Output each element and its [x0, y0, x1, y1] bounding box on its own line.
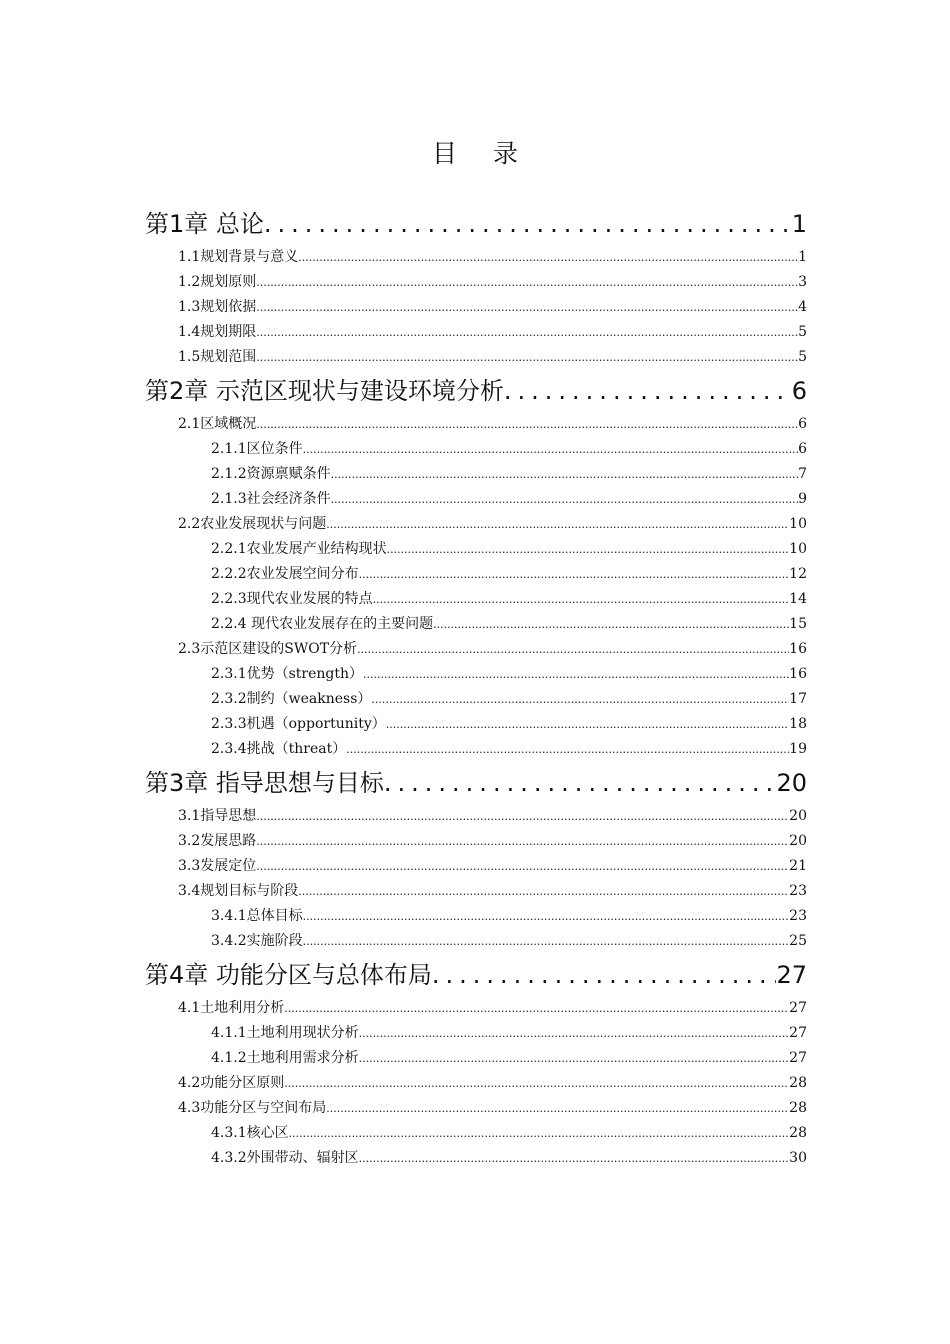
- toc-section-page: 17: [789, 691, 807, 707]
- toc-section-page: 28: [789, 1125, 807, 1141]
- table-of-contents: [145, 203, 807, 1171]
- toc-section[interactable]: [145, 737, 807, 762]
- toc-chapter-2[interactable]: [145, 370, 807, 412]
- toc-section[interactable]: [145, 320, 807, 345]
- toc-section[interactable]: [145, 587, 807, 612]
- toc-leader-dots: [289, 1121, 790, 1146]
- toc-section-label: 2.2.4 现代农业发展存在的主要问题: [211, 616, 434, 632]
- toc-leader-dots: [303, 904, 790, 929]
- toc-leader-dots: [264, 203, 792, 245]
- toc-leader-dots: [256, 829, 789, 854]
- toc-leader-dots: [359, 1021, 790, 1046]
- toc-section-page: 20: [789, 833, 807, 849]
- toc-section[interactable]: [145, 537, 807, 562]
- toc-chapter-page: 27: [776, 961, 807, 989]
- toc-section[interactable]: [145, 345, 807, 370]
- toc-leader-dots: [284, 996, 789, 1021]
- toc-section-label: 3.4.1总体目标: [211, 908, 303, 924]
- toc-section-page: 30: [789, 1150, 807, 1166]
- toc-section-label: 1.1规划背景与意义: [178, 249, 299, 265]
- toc-section[interactable]: [145, 1071, 807, 1096]
- toc-leader-dots: [384, 762, 777, 804]
- toc-leader-dots: [433, 612, 789, 637]
- toc-chapter-page: 20: [776, 769, 807, 797]
- toc-section[interactable]: [145, 412, 807, 437]
- toc-section[interactable]: [145, 270, 807, 295]
- toc-section-label: 4.3功能分区与空间布局: [178, 1100, 327, 1116]
- toc-section-page: 7: [798, 466, 807, 482]
- toc-section[interactable]: [145, 996, 807, 1021]
- toc-leader-dots: [256, 270, 798, 295]
- toc-section-label: 2.1.2资源禀赋条件: [211, 466, 331, 482]
- toc-leader-dots: [256, 854, 789, 879]
- toc-section-label: 3.4规划目标与阶段: [178, 883, 299, 899]
- toc-section[interactable]: [145, 904, 807, 929]
- toc-chapter-label: 第1章 总论: [145, 210, 264, 238]
- toc-leader-dots: [284, 1071, 789, 1096]
- toc-section-label: 2.3.3机遇（opportunity）: [211, 716, 386, 732]
- toc-leader-dots: [373, 587, 790, 612]
- toc-leader-dots: [256, 804, 789, 829]
- toc-section-label: 3.1指导思想: [178, 808, 257, 824]
- toc-section[interactable]: [145, 1146, 807, 1171]
- toc-section-label: 2.3.2制约（weakness）: [211, 691, 372, 707]
- toc-section-page: 19: [789, 741, 807, 757]
- toc-section[interactable]: [145, 687, 807, 712]
- toc-leader-dots: [326, 512, 789, 537]
- toc-section-label: 3.2发展思路: [178, 833, 257, 849]
- toc-section-page: 23: [789, 883, 807, 899]
- toc-leader-dots: [359, 562, 790, 587]
- toc-chapter-4[interactable]: [145, 954, 807, 996]
- toc-chapter-label: 第2章 示范区现状与建设环境分析: [145, 377, 504, 405]
- toc-section-label: 4.1土地利用分析: [178, 1000, 285, 1016]
- toc-section-page: 5: [798, 349, 807, 365]
- toc-section[interactable]: [145, 295, 807, 320]
- toc-section[interactable]: [145, 562, 807, 587]
- toc-leader-dots: [331, 487, 798, 512]
- toc-section[interactable]: [145, 612, 807, 637]
- toc-section-page: 15: [789, 616, 807, 632]
- toc-leader-dots: [298, 245, 798, 270]
- toc-section-page: 6: [798, 416, 807, 432]
- toc-section-label: 2.2.2农业发展空间分布: [211, 566, 359, 582]
- toc-section[interactable]: [145, 929, 807, 954]
- toc-chapter-label: 第3章 指导思想与目标: [145, 769, 384, 797]
- toc-section[interactable]: [145, 1121, 807, 1146]
- toc-leader-dots: [432, 954, 777, 996]
- toc-section[interactable]: [145, 1021, 807, 1046]
- toc-section-label: 2.2.3现代农业发展的特点: [211, 591, 373, 607]
- toc-section-label: 4.3.2外围带动、辐射区: [211, 1150, 359, 1166]
- toc-section[interactable]: [145, 712, 807, 737]
- toc-section-page: 6: [798, 441, 807, 457]
- toc-section-label: 2.1.3社会经济条件: [211, 491, 331, 507]
- toc-leader-dots: [256, 320, 798, 345]
- toc-section-page: 21: [789, 858, 807, 874]
- toc-section-page: 12: [789, 566, 807, 582]
- toc-section-label: 4.2功能分区原则: [178, 1075, 285, 1091]
- toc-section[interactable]: [145, 1046, 807, 1071]
- toc-leader-dots: [504, 370, 792, 412]
- toc-section-page: 27: [789, 1000, 807, 1016]
- toc-leader-dots: [326, 1096, 789, 1121]
- toc-leader-dots: [303, 929, 790, 954]
- toc-section-label: 1.4规划期限: [178, 324, 257, 340]
- toc-section-page: 3: [798, 274, 807, 290]
- toc-section-label: 3.3发展定位: [178, 858, 257, 874]
- toc-section-page: 28: [789, 1100, 807, 1116]
- toc-section-page: 4: [798, 299, 807, 315]
- toc-section-label: 2.1.1区位条件: [211, 441, 303, 457]
- toc-section-page: 16: [789, 666, 807, 682]
- toc-section-page: 10: [789, 516, 807, 532]
- toc-section[interactable]: [145, 662, 807, 687]
- toc-section[interactable]: [145, 829, 807, 854]
- page-title: 目 录: [432, 139, 532, 168]
- toc-section[interactable]: [145, 854, 807, 879]
- toc-leader-dots: [256, 412, 798, 437]
- toc-section-page: 14: [789, 591, 807, 607]
- toc-section[interactable]: [145, 879, 807, 904]
- toc-section-label: 2.3.4挑战（threat）: [211, 741, 347, 757]
- toc-leader-dots: [387, 537, 790, 562]
- toc-section[interactable]: [145, 437, 807, 462]
- toc-section[interactable]: [145, 804, 807, 829]
- toc-section[interactable]: [145, 487, 807, 512]
- toc-section-label: 4.3.1核心区: [211, 1125, 289, 1141]
- toc-section[interactable]: [145, 512, 807, 537]
- toc-section-page: 20: [789, 808, 807, 824]
- toc-section-label: 2.2农业发展现状与问题: [178, 516, 327, 532]
- toc-section-label: 2.2.1农业发展产业结构现状: [211, 541, 387, 557]
- toc-section-page: 27: [789, 1050, 807, 1066]
- toc-section-page: 28: [789, 1075, 807, 1091]
- toc-section[interactable]: [145, 1096, 807, 1121]
- toc-chapter-page: 6: [791, 377, 807, 405]
- toc-section-label: 1.3规划依据: [178, 299, 257, 315]
- toc-section-page: 10: [789, 541, 807, 557]
- toc-section-page: 27: [789, 1025, 807, 1041]
- toc-chapter-page: 1: [791, 210, 807, 238]
- toc-section-page: 25: [789, 933, 807, 949]
- toc-leader-dots: [331, 462, 798, 487]
- toc-leader-dots: [256, 295, 798, 320]
- toc-section[interactable]: [145, 245, 807, 270]
- toc-section-label: 1.2规划原则: [178, 274, 257, 290]
- toc-chapter-3[interactable]: [145, 762, 807, 804]
- toc-section-label: 4.1.2土地利用需求分析: [211, 1050, 359, 1066]
- toc-leader-dots: [386, 712, 789, 737]
- toc-section-page: 9: [798, 491, 807, 507]
- toc-section-label: 3.4.2实施阶段: [211, 933, 303, 949]
- toc-section[interactable]: [145, 462, 807, 487]
- toc-section-page: 5: [798, 324, 807, 340]
- toc-section-page: 1: [798, 249, 807, 265]
- toc-leader-dots: [363, 662, 789, 687]
- toc-section-label: 2.3示范区建设的SWOT分析: [178, 641, 358, 657]
- toc-leader-dots: [256, 345, 798, 370]
- toc-leader-dots: [371, 687, 789, 712]
- toc-section-page: 18: [789, 716, 807, 732]
- toc-section-page: 23: [789, 908, 807, 924]
- toc-chapter-label: 第4章 功能分区与总体布局: [145, 961, 432, 989]
- toc-section-label: 2.1区域概况: [178, 416, 257, 432]
- toc-leader-dots: [346, 737, 789, 762]
- toc-leader-dots: [303, 437, 798, 462]
- toc-leader-dots: [359, 1146, 790, 1171]
- toc-section-page: 16: [789, 641, 807, 657]
- toc-section[interactable]: [145, 637, 807, 662]
- toc-section-label: 4.1.1土地利用现状分析: [211, 1025, 359, 1041]
- toc-leader-dots: [357, 637, 789, 662]
- toc-section-label: 1.5规划范围: [178, 349, 257, 365]
- toc-chapter-1[interactable]: [145, 203, 807, 245]
- toc-leader-dots: [298, 879, 789, 904]
- toc-leader-dots: [359, 1046, 790, 1071]
- toc-section-label: 2.3.1优势（strength）: [211, 666, 364, 682]
